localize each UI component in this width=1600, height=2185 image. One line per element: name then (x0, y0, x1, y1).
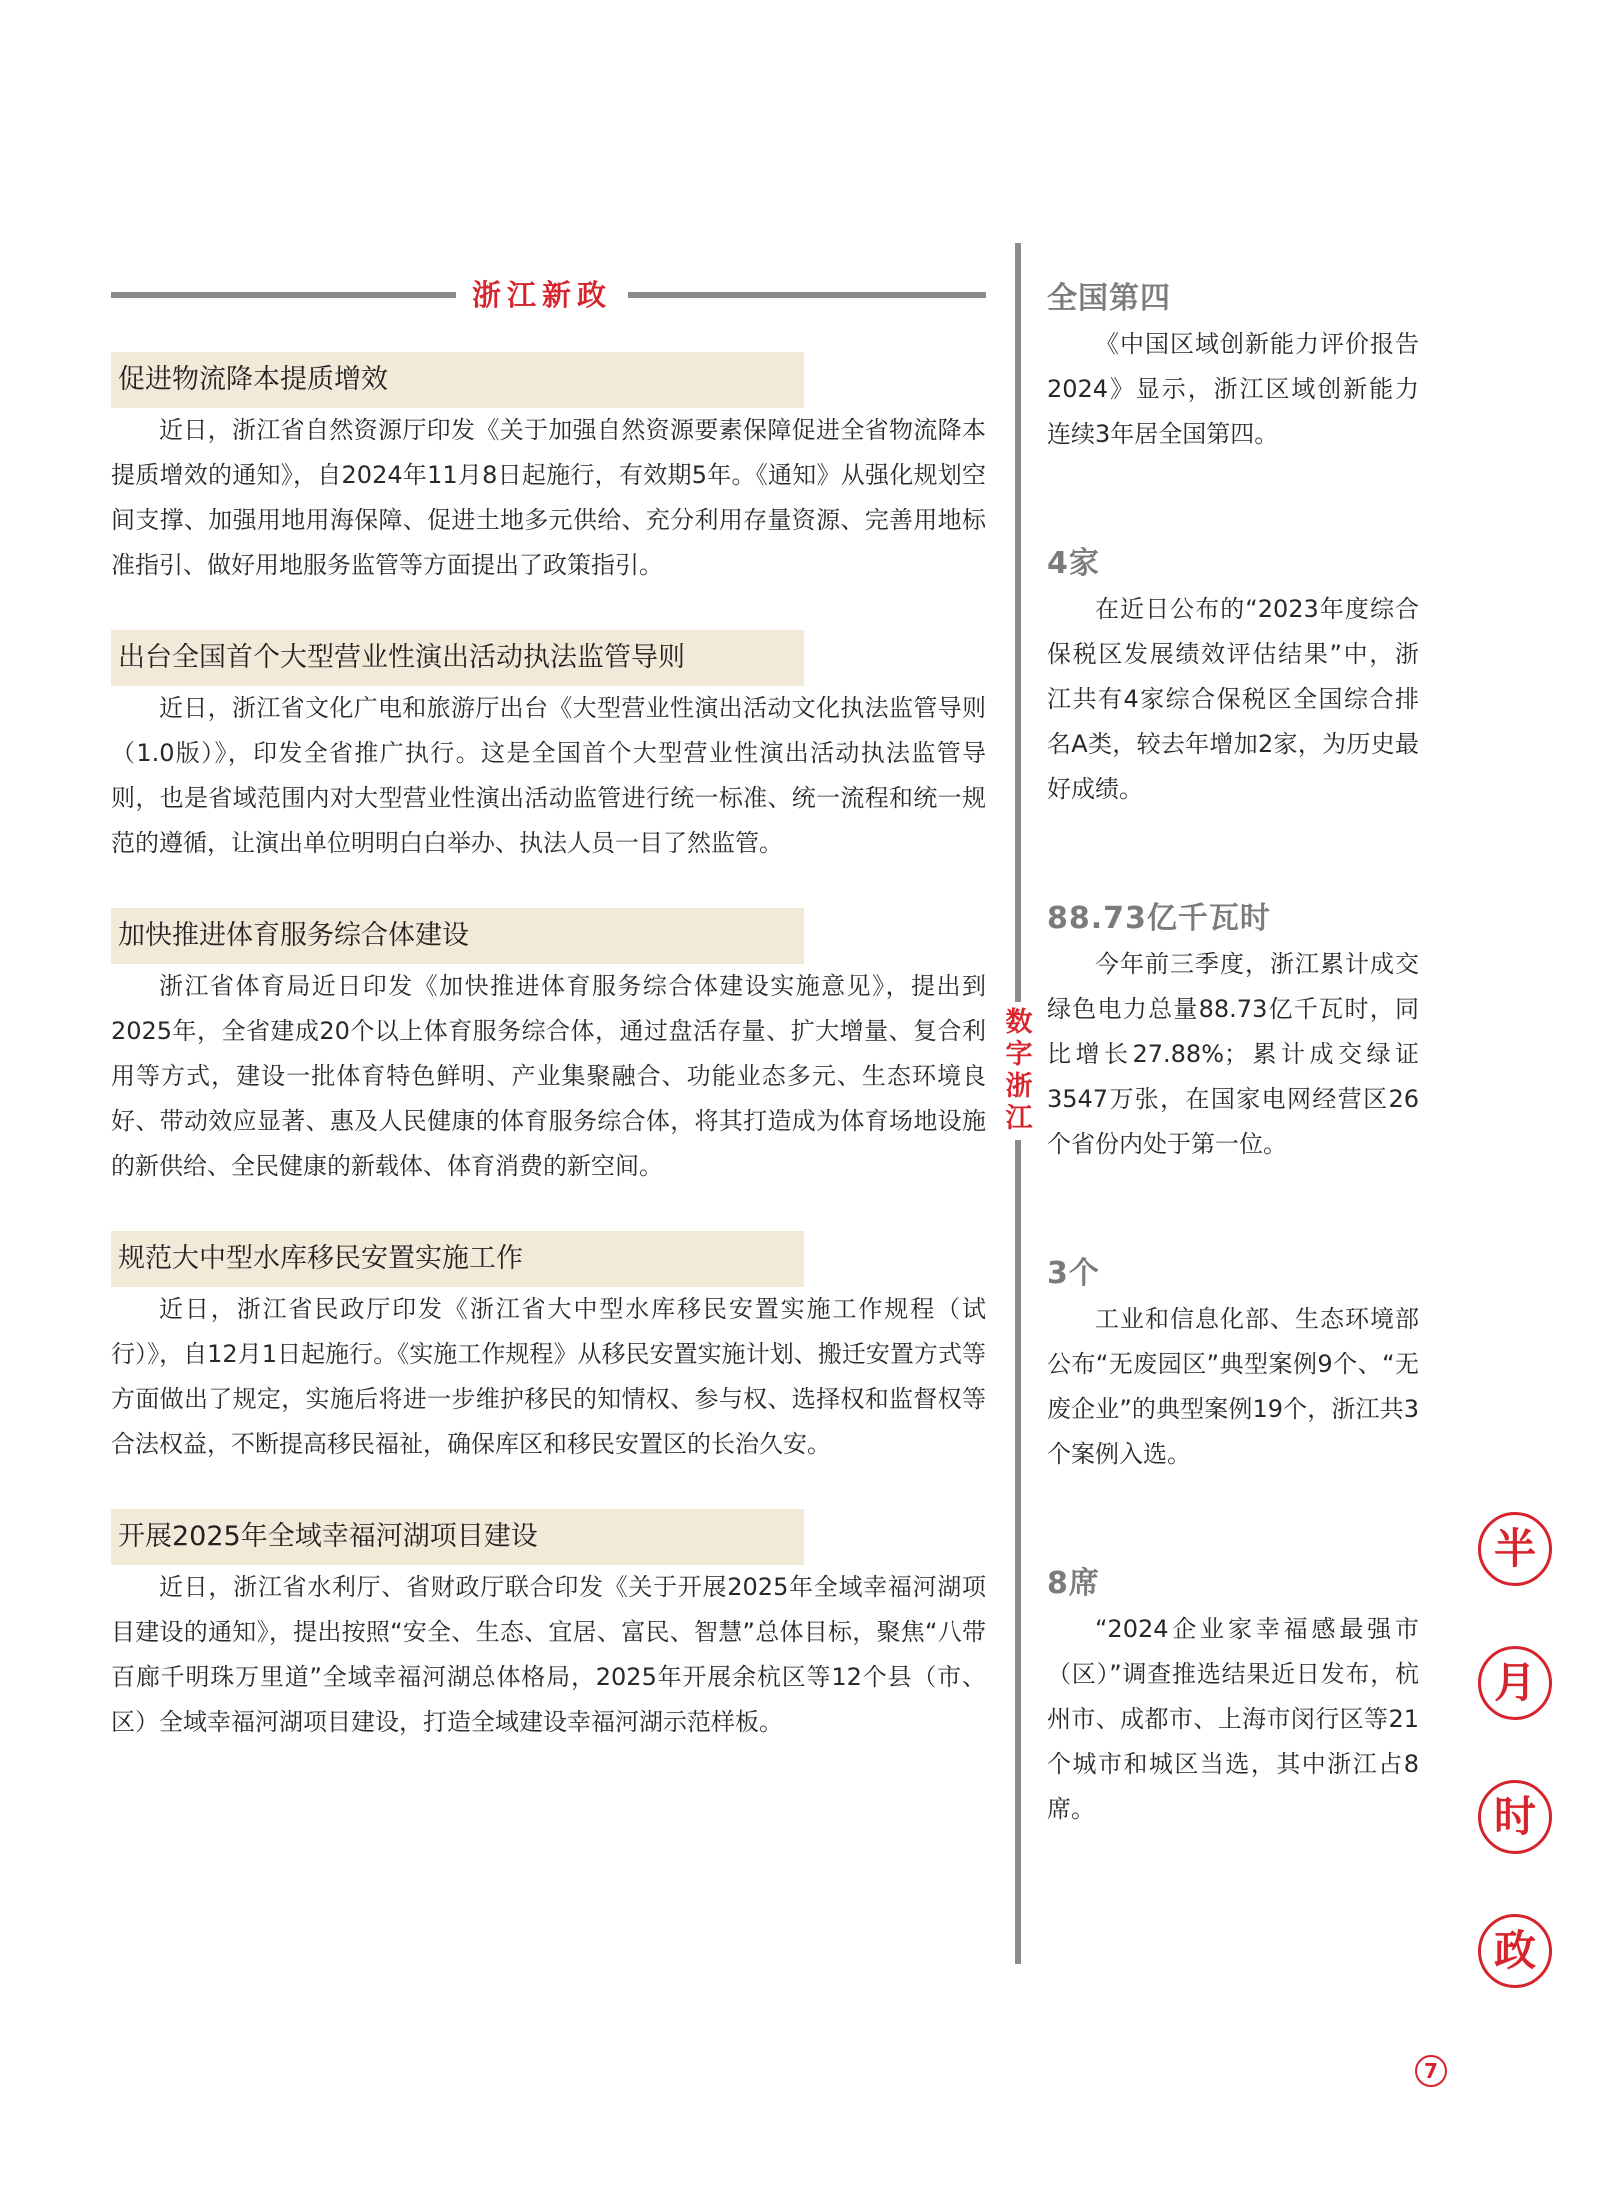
stat-item (1047, 896, 1419, 1167)
article-body: 近日，浙江省民政厅印发《浙江省大中型水库移民安置实施工作规程（试行）》，自12月1日起施行。《实施工作规程》从移民安置实施计划、搬迁安置方式等方面做出了规定，实施后将进一步维护移民的知情权、参与权、选择权和监督权等合法权益，不断提高移民福祉，确保库区和移民安置区的长治久安。 (111, 1295, 986, 1458)
digital-zhejiang-label: 数字浙江 (1002, 1002, 1036, 1140)
article-title: 出台全国首个大型营业性演出活动执法监管导则 (111, 630, 804, 686)
stat-body: “2024企业家幸福感最强市（区）”调查推选结果近日发布，杭州市、成都市、上海市闵行区等21个城市和城区当选，其中浙江占8席。 (1047, 1615, 1419, 1823)
seal-char-zheng: 政 (1478, 1914, 1552, 1988)
policy-news-column (111, 352, 986, 1745)
article-logistics (111, 352, 986, 588)
article-reservoir-resettlement (111, 1231, 986, 1467)
article-sports-complex (111, 908, 986, 1189)
seal-char-yue: 月 (1478, 1646, 1552, 1720)
stat-item (1047, 1251, 1419, 1477)
stat-title: 4家 (1047, 546, 1100, 581)
stat-item (1047, 541, 1419, 812)
stat-item (1047, 1561, 1419, 1832)
stat-body: 今年前三季度，浙江累计成交绿色电力总量88.73亿千瓦时，同比增长27.88%；累计成交绿证3547万张，在国家电网经营区26个省份内处于第一位。 (1047, 950, 1419, 1158)
stat-body: 在近日公布的“2023年度综合保税区发展绩效评估结果”中，浙江共有4家综合保税区全国综合排名A类，较去年增加2家，为历史最好成绩。 (1047, 595, 1419, 803)
article-body: 近日，浙江省文化广电和旅游厅出台《大型营业性演出活动文化执法监管导则（1.0版）》，印发全省推广执行。这是全国首个大型营业性演出活动执法监管导则，也是省域范围内对大型营业性演出活动监管进行统一标准、统一流程和统一规范的遵循，让演出单位明明白白举办、执法人员一目了然监管。 (111, 694, 986, 857)
article-title: 加快推进体育服务综合体建设 (111, 908, 804, 964)
seal-char-ban: 半 (1478, 1512, 1552, 1586)
section-title: 浙江新政 (456, 271, 628, 319)
section-header (111, 268, 986, 324)
article-body: 浙江省体育局近日印发《加快推进体育服务综合体建设实施意见》，提出到2025年，全省建成20个以上体育服务综合体，通过盘活存量、扩大增量、复合利用等方式，建设一批体育特色鲜明、产业集聚融合、功能业态多元、生态环境良好、带动效应显著、惠及人民健康的体育服务综合体，将其打造成为体育场地设施的新供给、全民健康的新载体、体育消费的新空间。 (111, 972, 986, 1180)
stat-item (1047, 276, 1419, 457)
article-title: 促进物流降本提质增效 (111, 352, 804, 408)
article-performance-regulation (111, 630, 986, 866)
stat-body: 工业和信息化部、生态环境部公布“无废园区”典型案例9个、“无废企业”的典型案例19个，浙江共3个案例入选。 (1047, 1305, 1419, 1468)
seal-char-shi: 时 (1478, 1780, 1552, 1854)
digital-zhejiang-column (1047, 276, 1419, 1832)
stat-title: 3个 (1047, 1256, 1100, 1291)
article-body: 近日，浙江省自然资源厅印发《关于加强自然资源要素保障促进全省物流降本提质增效的通知》，自2024年11月8日起施行，有效期5年。《通知》从强化规划空间支撑、加强用地用海保障、促进土地多元供给、充分利用存量资源、完善用地标准指引、做好用地服务监管等方面提出了政策指引。 (111, 416, 986, 579)
article-title: 规范大中型水库移民安置实施工作 (111, 1231, 804, 1287)
stat-title: 全国第四 (1047, 281, 1171, 316)
article-title: 开展2025年全域幸福河湖项目建设 (111, 1509, 804, 1565)
stat-title: 8席 (1047, 1566, 1100, 1601)
stat-body: 《中国区域创新能力评价报告2024》显示，浙江区域创新能力连续3年居全国第四。 (1047, 330, 1419, 448)
page-number: 7 (1415, 2055, 1447, 2087)
stat-title: 88.73亿千瓦时 (1047, 901, 1271, 936)
article-happy-rivers (111, 1509, 986, 1745)
article-body: 近日，浙江省水利厅、省财政厅联合印发《关于开展2025年全域幸福河湖项目建设的通知》，提出按照“安全、生态、宜居、富民、智慧”总体目标，聚焦“八带百廊千明珠万里道”全域幸福河湖总体格局，2025年开展余杭区等12个县（市、区）全域幸福河湖项目建设，打造全域建设幸福河湖示范样板。 (111, 1573, 986, 1736)
